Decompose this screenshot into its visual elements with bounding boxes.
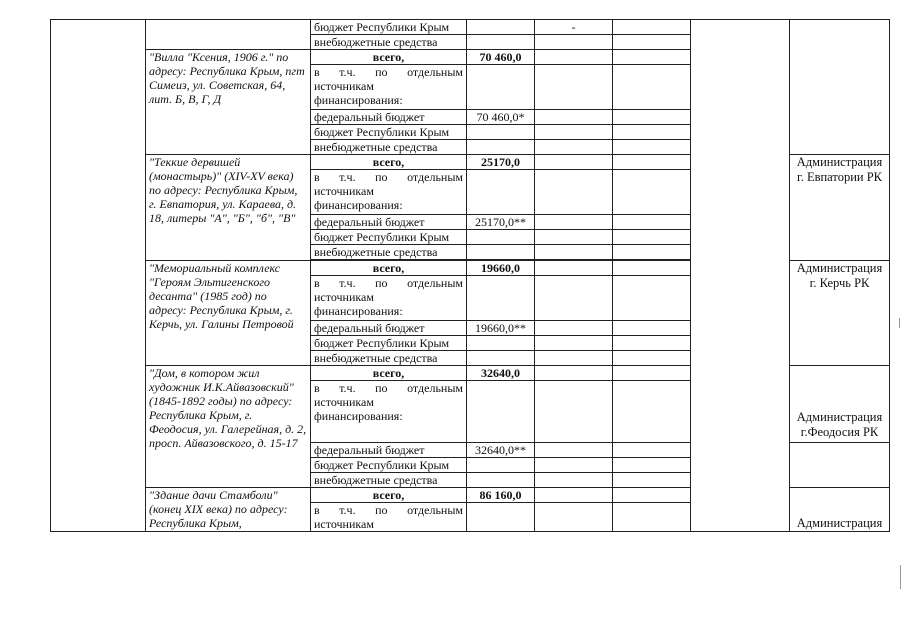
empty-cell: [613, 155, 691, 170]
empty-cell: [535, 351, 613, 366]
object-description: "Здание дачи Стамболи" (конец XIX века) по адресу: Республика Крым,: [146, 488, 311, 532]
federal-value: 19660,0**: [467, 321, 535, 336]
executor-cell: Администрация г. Керчь РК: [790, 261, 890, 366]
empty-cell: [535, 261, 613, 276]
total-value: 25170,0: [467, 155, 535, 170]
empty-cell: [535, 443, 613, 458]
empty-cell: [535, 381, 613, 443]
source-label: в т.ч. по отдельным источникам: [311, 503, 467, 532]
empty-cell: [535, 65, 613, 110]
empty-cell: [535, 35, 613, 50]
empty-cell: [613, 321, 691, 336]
empty-cell: [535, 110, 613, 125]
empty-cell: [535, 155, 613, 170]
source-label: федеральный бюджет: [311, 215, 467, 230]
amount-cell: [467, 230, 535, 245]
executor-cell: Администрация: [790, 488, 890, 532]
source-label: бюджет Республики Крым: [311, 125, 467, 140]
empty-cell: [613, 20, 691, 35]
amount-cell: [467, 458, 535, 473]
empty-cell: [535, 276, 613, 321]
dash-cell: -: [535, 20, 613, 35]
number-column-cell: [51, 20, 146, 532]
source-label: внебюджетные средства: [311, 140, 467, 155]
total-value: 32640,0: [467, 366, 535, 381]
executor-cell: [790, 20, 890, 155]
empty-cell: [613, 230, 691, 245]
amount-cell: [467, 351, 535, 366]
total-label: всего,: [311, 366, 467, 381]
empty-cell: [613, 366, 691, 381]
empty-cell: [535, 473, 613, 488]
total-label: всего,: [311, 261, 467, 276]
federal-value: 32640,0**: [467, 443, 535, 458]
total-value: 86 160,0: [467, 488, 535, 503]
federal-value: 70 460,0*: [467, 110, 535, 125]
object-description: "Дом, в котором жил художник И.К.Айвазовский" (1845-1892 годы) по адресу: Республика Крым, г. Феодосия, ул. Галерейная, д. 2, просп. Айвазовского, д. 15-17: [146, 366, 311, 488]
empty-cell: [535, 245, 613, 260]
empty-cell: [613, 261, 691, 276]
amount-cell: [467, 276, 535, 321]
source-label: бюджет Республики Крым: [311, 230, 467, 245]
source-label: в т.ч. по отдельным источникам финансирования:: [311, 381, 467, 443]
budget-table: [50, 19, 890, 532]
empty-cell: [613, 140, 691, 155]
federal-value: 25170,0**: [467, 215, 535, 230]
source-label: бюджет Республики Крым: [311, 20, 467, 35]
empty-cell: [535, 458, 613, 473]
empty-cell: [613, 170, 691, 215]
empty-cell: [613, 336, 691, 351]
table-row: [51, 20, 890, 35]
empty-cell: [613, 458, 691, 473]
amount-cell: [467, 35, 535, 50]
source-label: в т.ч. по отдельным источникам финансирования:: [311, 65, 467, 110]
empty-cell: [535, 503, 613, 532]
source-label: федеральный бюджет: [311, 443, 467, 458]
empty-cell: [613, 215, 691, 230]
source-label: бюджет Республики Крым: [311, 458, 467, 473]
empty-cell: [613, 50, 691, 65]
amount-cell: [467, 381, 535, 443]
empty-cell: [613, 488, 691, 503]
empty-cell: [613, 245, 691, 260]
scan-edge-mark: [900, 565, 901, 589]
scan-edge-mark: [899, 318, 900, 328]
amount-cell: [467, 65, 535, 110]
empty-cell: [613, 503, 691, 532]
total-label: всего,: [311, 50, 467, 65]
total-label: всего,: [311, 155, 467, 170]
total-label: всего,: [311, 488, 467, 503]
amount-cell: [467, 170, 535, 215]
amount-cell: [467, 245, 535, 260]
total-value: 19660,0: [467, 261, 535, 276]
empty-cell: [613, 351, 691, 366]
executor-cell-empty: [790, 443, 890, 488]
source-label: внебюджетные средства: [311, 351, 467, 366]
amount-cell: [467, 125, 535, 140]
source-label: в т.ч. по отдельным источникам финансирования:: [311, 276, 467, 321]
object-description: "Теккие дервишей (монастырь)" (XIV-XV века) по адресу: Республика Крым, г. Евпатория, ул. Караева, д. 18, литеры "А", "Б", "б", "В": [146, 155, 311, 261]
empty-cell: [613, 381, 691, 443]
object-description: "Мемориальный комплекс "Героям Эльтигенского десанта" (1985 год) по адресу: Республика Крым, г. Керчь, ул. Галины Петровой: [146, 261, 311, 366]
empty-cell: [535, 140, 613, 155]
empty-cell: [535, 321, 613, 336]
empty-cell: [613, 473, 691, 488]
empty-cell: [535, 336, 613, 351]
empty-cell: [535, 366, 613, 381]
empty-cell: [613, 443, 691, 458]
empty-cell: [613, 65, 691, 110]
object-cell: [146, 20, 311, 50]
source-label: в т.ч. по отдельным источникам финансирования:: [311, 170, 467, 215]
empty-cell: [613, 35, 691, 50]
amount-cell: [467, 336, 535, 351]
object-description: "Вилла "Ксения, 1906 г." по адресу: Республика Крым, пгт Симеиз, ул. Советская, 64, лит. Б, В, Г, Д: [146, 50, 311, 155]
empty-cell: [535, 170, 613, 215]
source-label: внебюджетные средства: [311, 245, 467, 260]
empty-cell: [535, 215, 613, 230]
source-label: внебюджетные средства: [311, 473, 467, 488]
empty-cell: [535, 50, 613, 65]
period-column-cell: [691, 20, 790, 532]
source-label: федеральный бюджет: [311, 321, 467, 336]
amount-cell: [467, 473, 535, 488]
empty-cell: [613, 276, 691, 321]
amount-cell: [467, 503, 535, 532]
source-label: внебюджетные средства: [311, 35, 467, 50]
source-label: бюджет Республики Крым: [311, 336, 467, 351]
empty-cell: [613, 110, 691, 125]
source-label: федеральный бюджет: [311, 110, 467, 125]
empty-cell: [535, 488, 613, 503]
executor-cell: Администрация г. Евпатории РК: [790, 155, 890, 261]
empty-cell: [613, 125, 691, 140]
executor-cell: Администрация г.Феодосия РК: [790, 366, 890, 443]
amount-cell: [467, 140, 535, 155]
empty-cell: [535, 125, 613, 140]
amount-cell: [467, 20, 535, 35]
total-value: 70 460,0: [467, 50, 535, 65]
empty-cell: [535, 230, 613, 245]
